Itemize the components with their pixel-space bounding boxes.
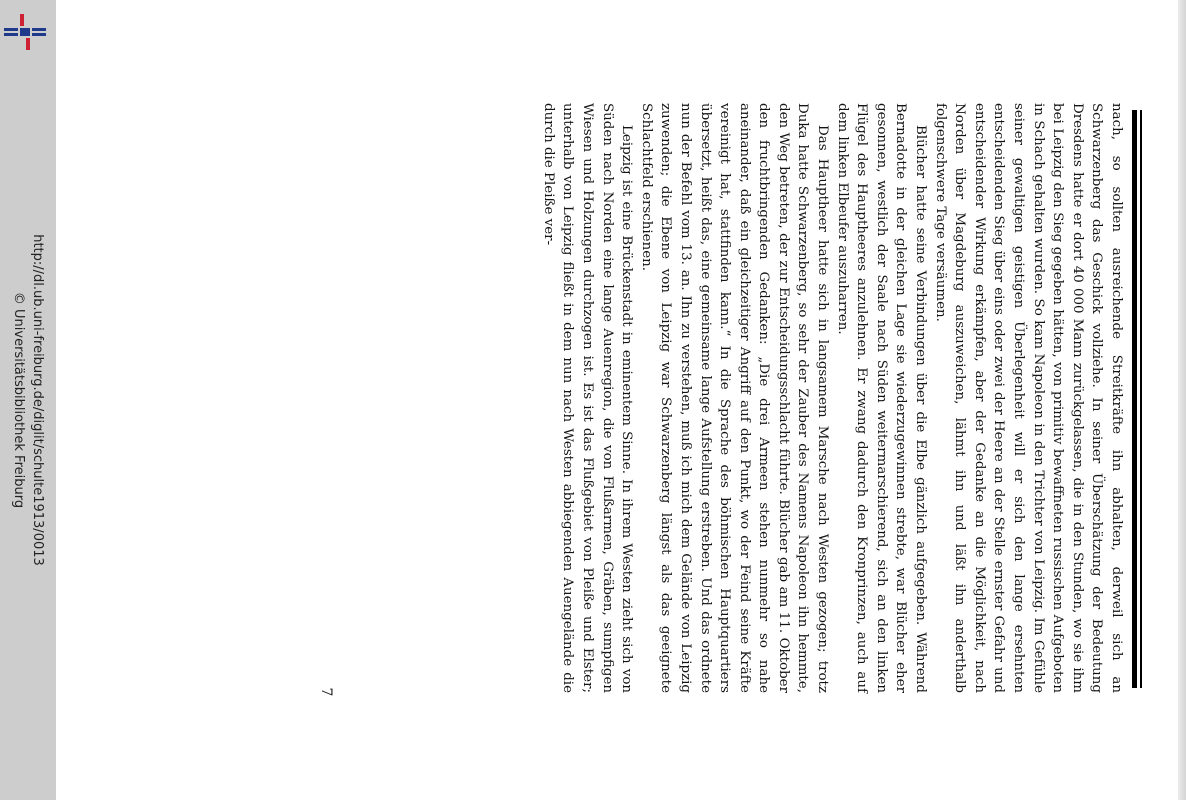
copyright-notice: © Universitätsbibliothek Freiburg xyxy=(11,291,26,509)
header-rule-thin xyxy=(1140,110,1142,688)
paragraph: Das Hauptheer hatte sich in langsamem Marsche nach Westen gezogen; trotz Duka hatte Schwarzenberg, so sehr der Zauber des Namens Napoleon ihn hemmte, den Weg betreten, der zur Entscheidungsschlacht führte. Blücher gab am 11. Oktober den fruchtbringenden Gedanken: „Die drei Armeen stehen nunmehr so nahe aneinander, daß ein gleichzeitiger Angriff auf den Punkt, wo der Feind seine Kräfte vereinigt hat, stattfinden kann.“ In die Sprache des böhmischen Hauptquartiers übersetzt, heißt das, eine gemeinsame lange Aufstellung erstreben. Und das ordnete nun der Befehl vom 13. an. Ihn zu verstehen, muß ich mich dem Gelände von Leipzig zuwenden; die Ebene von Leipzig war Schwarzenberg längst als das geeignete Schlachtfeld erschienen. xyxy=(638,103,831,693)
viewer-sidebar xyxy=(0,0,56,800)
paragraph: Leipzig ist eine Brückenstadt in eminentem Sinne. In ihrem Westen zieht sich von Süden nach Norden eine lange Auenregion, die von Flußarmen, Gräben, sumpfigen Wiesen und Holzungen durchzogen ist. Es ist das Flußgebiet von Pleiße und Elster; unterhalb von Leipzig fließt in dem nun nach Westen abbiegenden Auengelände die durch die Pleiße ver- xyxy=(540,103,635,693)
ub-freiburg-logo-icon xyxy=(4,14,46,50)
paragraph: Blücher hatte seine Verbindungen über die Elbe gänzlich aufgegeben. Während Bernadotte in der gleichen Lage sie wiederzugewinnen strebte, war Blücher eher gesonnen, westlich der Saale nach Süden weitermarschierend, sich an den linken Flügel des Hauptheeres anzulehnen. Er zwang dadurch den Kronprinzen, auch auf dem linken Elbeufer auszuharren. xyxy=(834,103,929,693)
header-rule-thick xyxy=(1132,110,1137,688)
source-url[interactable]: http://dl.ub.uni-freiburg.de/diglit/schulte1913/0013 xyxy=(30,234,45,566)
paragraph: nach, so sollten ausreichende Streitkräfte ihn abhalten, derweil sich an Schwarzenberg das Geschick vollziehe. In seiner Überschätzung der Bedeutung Dresdens hatte er dort 40 000 Mann zurückgelassen, die in den Stunden, wo sie ihm bei Leipzig den Sieg gegeben hätten, von primitiv bewaffneten russischen Aufgeboten in Schach gehalten wurden. So kam Napoleon in den Trichter von Leipzig. Im Gefühle seiner gewaltigen geistigen Überlegenheit will er sich den lange ersehnten entscheidenden Sieg über eins oder zwei der Heere an der Stelle ernster Gefahr und entscheidender Wirkung erkämpfen, aber der Gedanke an die Möglichkeit, nach Norden über Magdeburg auszuweichen, lähmt ihn und läßt ihn anderthalb folgenschwere Tage versäumen. xyxy=(932,103,1124,693)
page-text-block xyxy=(336,103,1126,693)
scanned-page xyxy=(56,0,1186,800)
page-number: 7 xyxy=(318,687,334,697)
page-edge-shadow xyxy=(1178,0,1186,800)
